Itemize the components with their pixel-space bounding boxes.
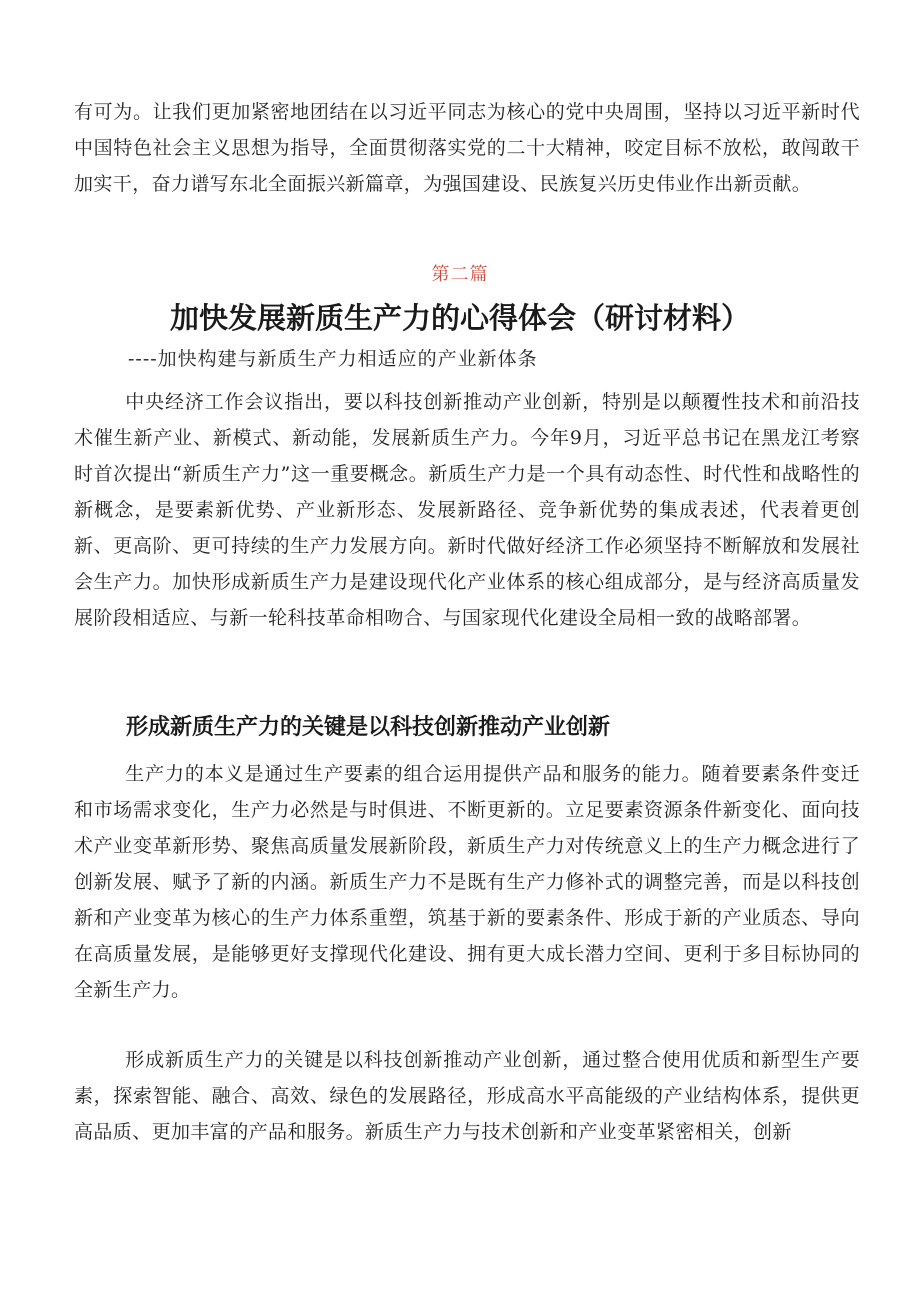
body-paragraph-1: 中央经济工作会议指出，要以科技创新推动产业创新，特别是以颠覆性技术和前沿技术催生新产业、新模式、新动能，发展新质生产力。今年9月，习近平总书记在黑龙江考察时首次提出“新质生产力”这一重要概念。新质生产力是一个具有动态性、时代性和战略性的新概念，是要素新优势、产业新形态、发展新路径、竞争新优势的集成表述，代表着更创新、更高阶、更可持续的生产力发展方向。新时代做好经济工作必须坚持不断解放和发展社会生产力。加快形成新质生产力是建设现代化产业体系的核心组成部分，是与经济高质量发展阶段相适应、与新一轮科技革命相吻合、与国家现代化建设全局相一致的战略部署。 (74, 391, 860, 629)
intro-paragraph: 有可为。让我们更加紧密地团结在以习近平同志为核心的党中央周围，坚持以习近平新时代中国特色社会主义思想为指导，全面贯彻落实党的二十大精神，咬定目标不放松，敢闯敢干加实干，奋力谱写东北全面振兴新篇章，为强国建设、民族复兴历史伟业作出新贡献。 (74, 101, 860, 195)
body-paragraph-3: 形成新质生产力的关键是以科技创新推动产业创新，通过整合使用优质和新型生产要素，探索智能、融合、高效、绿色的发展路径，形成高水平高能级的产业结构体系，提供更高品质、更加丰富的产品和服务。新质生产力与技术创新和产业变革紧密相关，创新 (74, 1049, 860, 1143)
document-subtitle: ----加快构建与新质生产力相适应的产业新体条 (128, 348, 538, 370)
section-label: 第二篇 (431, 264, 489, 285)
document-title: 加快发展新质生产力的心得体会（研讨材料） (169, 301, 750, 335)
body-paragraph-2: 生产力的本义是通过生产要素的组合运用提供产品和服务的能力。随着要素条件变迁和市场需求变化，生产力必然是与时俱进、不断更新的。立足要素资源条件新变化、面向技术产业变革新形势、聚焦高质量发展新阶段，新质生产力对传统意义上的生产力概念进行了创新发展、赋予了新的内涵。新质生产力不是既有生产力修补式的调整完善，而是以科技创新和产业变革为核心的生产力体系重塑，筑基于新的要素条件、形成于新的产业质态、导向在高质量发展，是能够更好支撑现代化建设、拥有更大成长潜力空间、更利于多目标协同的全新生产力。 (74, 763, 860, 1001)
section-heading: 形成新质生产力的关键是以科技创新推动产业创新 (126, 715, 611, 740)
